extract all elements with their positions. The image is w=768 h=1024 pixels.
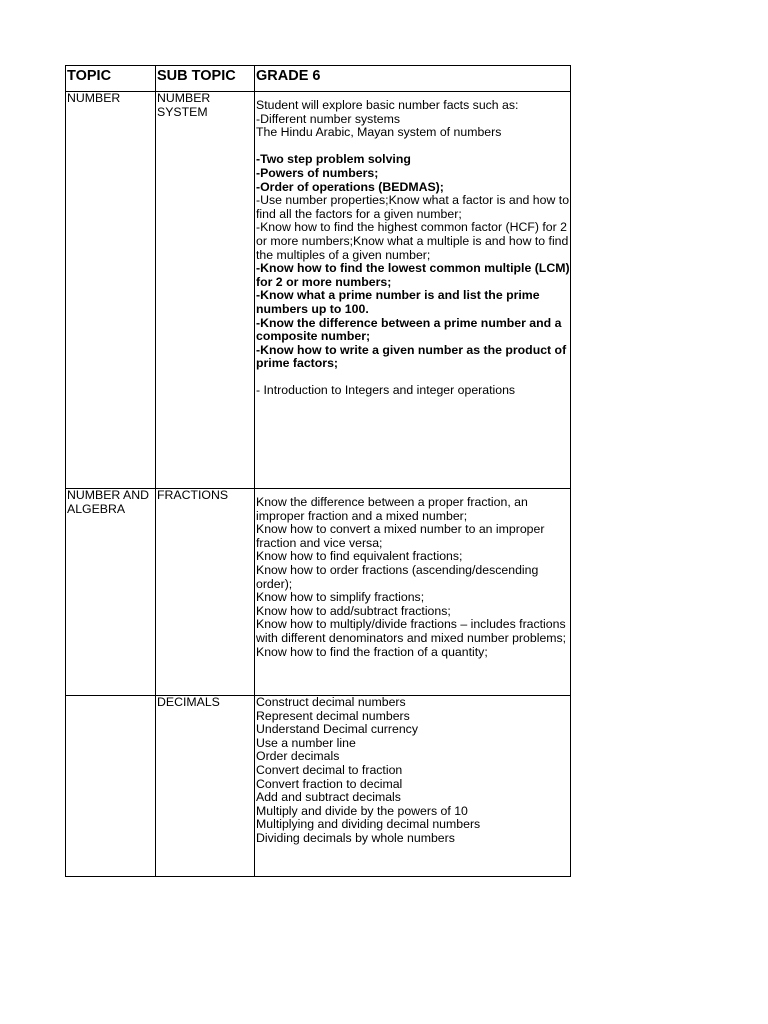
content-line: Know how to multiply/divide fractions – includes fractions with different denominators and mixed number problems; (256, 617, 567, 645)
content-line: - Introduction to Integers and integer operations (256, 383, 516, 398)
content-line: Know how to find the fraction of a quantity; (256, 644, 488, 659)
blank-line (256, 140, 570, 154)
content-cell (255, 92, 571, 489)
sub-topic-cell: NUMBER SYSTEM (156, 92, 255, 489)
content-line: -Know how to find the lowest common multiple (LCM) for 2 or more numbers; (256, 261, 570, 289)
header-topic: TOPIC (66, 66, 156, 92)
content-cell (255, 489, 571, 696)
content-line: Use a number line (256, 735, 356, 750)
content-cell (255, 696, 571, 877)
content-line: -Order of operations (BEDMAS); (256, 179, 444, 194)
curriculum-table (65, 65, 571, 877)
content-line: Know how to convert a mixed number to an improper fraction and vice versa; (256, 522, 545, 550)
topic-cell: NUMBER AND ALGEBRA (66, 489, 156, 696)
content-line: -Different number systems (256, 111, 400, 126)
content-line: -Two step problem solving (256, 152, 411, 167)
header-grade: GRADE 6 (255, 66, 571, 92)
content-line: Convert decimal to fraction (256, 762, 403, 777)
topic-cell: NUMBER (66, 92, 156, 489)
table-header-row (66, 66, 571, 92)
table-row (66, 92, 571, 489)
content-line: Convert fraction to decimal (256, 776, 403, 791)
content-line: Know how to order fractions (ascending/descending order); (256, 562, 539, 591)
content-line: Dividing decimals by whole numbers (256, 830, 455, 845)
content-line: Know how to find equivalent fractions; (256, 549, 463, 564)
content-lines (256, 99, 570, 398)
blank-line (256, 371, 570, 385)
content-line: -Know how to find the highest common factor (HCF) for 2 or more numbers;Know what a multiple is and how to find the multiples of a given number; (256, 220, 569, 262)
content-line: Construct decimal numbers (256, 695, 406, 709)
content-line: Student will explore basic number facts such as: (256, 98, 519, 112)
sub-topic-cell: DECIMALS (156, 696, 255, 877)
header-sub-topic: SUB TOPIC (156, 66, 255, 92)
content-line: -Know how to write a given number as the product of prime factors; (256, 342, 567, 371)
content-line: Know how to simplify fractions; (256, 590, 425, 605)
content-line: Know how to add/subtract fractions; (256, 603, 451, 618)
content-line: Multiply and divide by the powers of 10 (256, 803, 468, 818)
content-line: -Use number properties;Know what a factor is and how to find all the factors for a given number; (256, 193, 570, 221)
content-lines (256, 696, 570, 846)
sub-topic-cell: FRACTIONS (156, 489, 255, 696)
table-row (66, 489, 571, 696)
content-line: Know the difference between a proper fraction, an improper fraction and a mixed number; (256, 495, 528, 523)
topic-cell (66, 696, 156, 877)
table-row (66, 696, 571, 877)
content-line: Understand Decimal currency (256, 722, 418, 737)
content-line: -Know what a prime number is and list the prime numbers up to 100. (256, 288, 540, 316)
content-line: -Know the difference between a prime number and a composite number; (256, 315, 562, 344)
content-line: Multiplying and dividing decimal numbers (256, 817, 481, 832)
content-line: Add and subtract decimals (256, 790, 401, 805)
content-line: Represent decimal numbers (256, 708, 410, 723)
content-lines (256, 496, 570, 659)
content-line: Order decimals (256, 749, 340, 764)
content-line: The Hindu Arabic, Mayan system of numbers (256, 125, 502, 140)
content-line: -Powers of numbers; (256, 165, 379, 180)
